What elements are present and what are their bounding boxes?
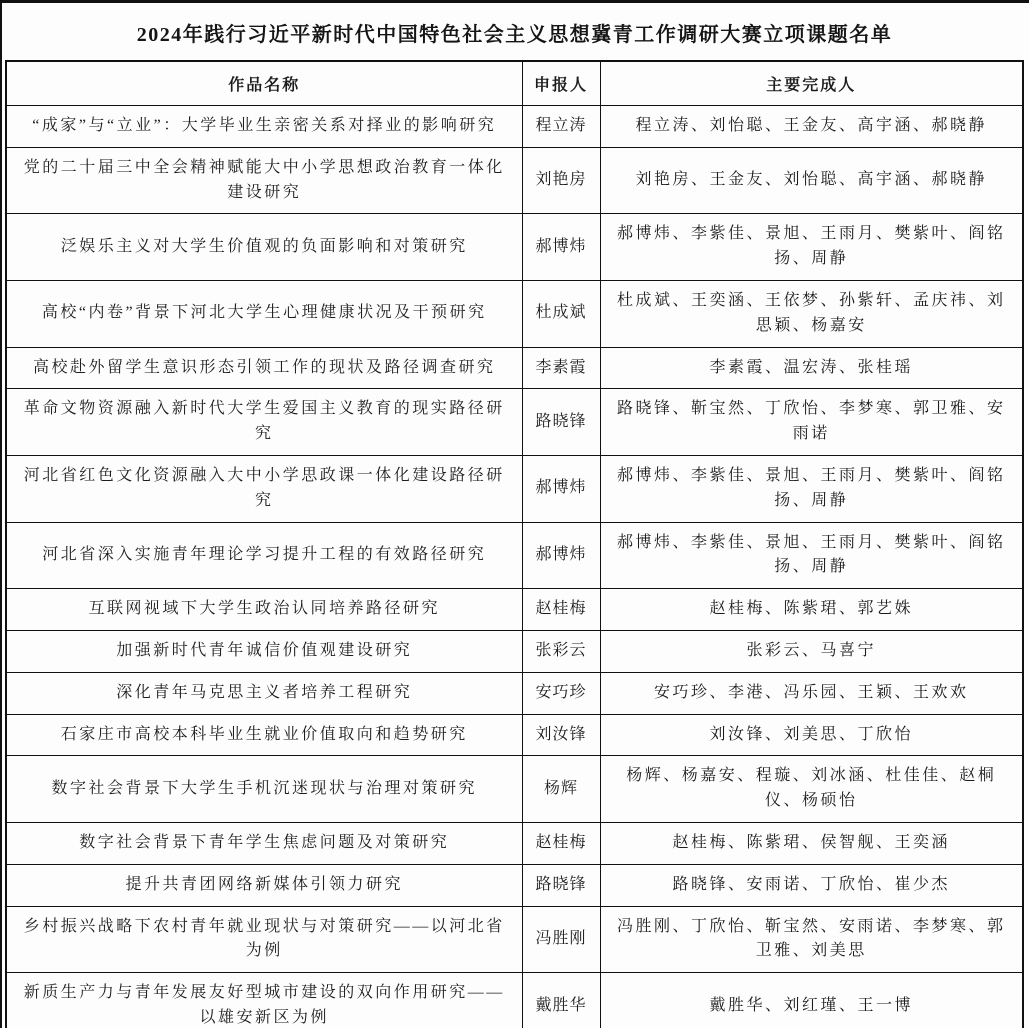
projects-table bbox=[5, 60, 1024, 1028]
column-header-work-title: 作品名称 bbox=[6, 61, 522, 106]
column-header-contributors: 主要完成人 bbox=[600, 61, 1023, 106]
table-row bbox=[6, 214, 1023, 281]
work-title-cell: “成家”与“立业”：大学毕业生亲密关系对择业的影响研究 bbox=[6, 106, 522, 148]
applicant-cell: 赵桂梅 bbox=[522, 822, 600, 864]
contributors-cell: 杨辉、杨嘉安、程璇、刘冰涵、杜佳佳、赵桐仪、杨硕怡 bbox=[600, 756, 1023, 823]
table-row bbox=[6, 756, 1023, 823]
contributors-cell: 郝博炜、李紫佳、景旭、王雨月、樊紫叶、阎铭扬、周静 bbox=[600, 455, 1023, 522]
work-title-cell: 河北省深入实施青年理论学习提升工程的有效路径研究 bbox=[6, 522, 522, 589]
work-title-cell: 乡村振兴战略下农村青年就业现状与对策研究——以河北省为例 bbox=[6, 906, 522, 973]
applicant-cell: 刘艳房 bbox=[522, 147, 600, 214]
work-title-cell: 新质生产力与青年发展友好型城市建设的双向作用研究——以雄安新区为例 bbox=[6, 973, 522, 1028]
applicant-cell: 张彩云 bbox=[522, 630, 600, 672]
table-row bbox=[6, 455, 1023, 522]
contributors-cell: 程立涛、刘怡聪、王金友、高宇涵、郝晓静 bbox=[600, 106, 1023, 148]
work-title-cell: 河北省红色文化资源融入大中小学思政课一体化建设路径研究 bbox=[6, 455, 522, 522]
work-title-cell: 高校“内卷”背景下河北大学生心理健康状况及干预研究 bbox=[6, 280, 522, 347]
contributors-cell: 路晓锋、靳宝然、丁欣怡、李梦寒、郭卫雅、安雨诺 bbox=[600, 389, 1023, 456]
contributors-cell: 赵桂梅、陈紫珺、郭艺姝 bbox=[600, 589, 1023, 631]
work-title-cell: 泛娱乐主义对大学生价值观的负面影响和对策研究 bbox=[6, 214, 522, 281]
table-row bbox=[6, 906, 1023, 973]
applicant-cell: 郝博炜 bbox=[522, 214, 600, 281]
contributors-cell: 刘艳房、王金友、刘怡聪、高宇涵、郝晓静 bbox=[600, 147, 1023, 214]
applicant-cell: 杨辉 bbox=[522, 756, 600, 823]
contributors-cell: 郝博炜、李紫佳、景旭、王雨月、樊紫叶、阎铭扬、周静 bbox=[600, 522, 1023, 589]
contributors-cell: 路晓锋、安雨诺、丁欣怡、崔少杰 bbox=[600, 864, 1023, 906]
table-row bbox=[6, 147, 1023, 214]
applicant-cell: 李素霞 bbox=[522, 347, 600, 389]
applicant-cell: 安巧珍 bbox=[522, 672, 600, 714]
table-row bbox=[6, 714, 1023, 756]
contributors-cell: 郝博炜、李紫佳、景旭、王雨月、樊紫叶、阎铭扬、周静 bbox=[600, 214, 1023, 281]
table-row bbox=[6, 630, 1023, 672]
work-title-cell: 数字社会背景下大学生手机沉迷现状与治理对策研究 bbox=[6, 756, 522, 823]
applicant-cell: 郝博炜 bbox=[522, 455, 600, 522]
applicant-cell: 路晓锋 bbox=[522, 389, 600, 456]
applicant-cell: 程立涛 bbox=[522, 106, 600, 148]
contributors-cell: 李素霞、温宏涛、张桂瑶 bbox=[600, 347, 1023, 389]
work-title-cell: 互联网视域下大学生政治认同培养路径研究 bbox=[6, 589, 522, 631]
work-title-cell: 数字社会背景下青年学生焦虑问题及对策研究 bbox=[6, 822, 522, 864]
work-title-cell: 加强新时代青年诚信价值观建设研究 bbox=[6, 630, 522, 672]
table-row bbox=[6, 522, 1023, 589]
applicant-cell: 戴胜华 bbox=[522, 973, 600, 1028]
work-title-cell: 高校赴外留学生意识形态引领工作的现状及路径调查研究 bbox=[6, 347, 522, 389]
table-body bbox=[6, 106, 1023, 1028]
applicant-cell: 路晓锋 bbox=[522, 864, 600, 906]
column-header-applicant: 申报人 bbox=[522, 61, 600, 106]
work-title-cell: 深化青年马克思主义者培养工程研究 bbox=[6, 672, 522, 714]
contributors-cell: 安巧珍、李港、冯乐园、王颖、王欢欢 bbox=[600, 672, 1023, 714]
work-title-cell: 提升共青团网络新媒体引领力研究 bbox=[6, 864, 522, 906]
applicant-cell: 杜成斌 bbox=[522, 280, 600, 347]
applicant-cell: 刘汝锋 bbox=[522, 714, 600, 756]
contributors-cell: 刘汝锋、刘美思、丁欣怡 bbox=[600, 714, 1023, 756]
table-row bbox=[6, 973, 1023, 1028]
contributors-cell: 戴胜华、刘红瑾、王一博 bbox=[600, 973, 1023, 1028]
contributors-cell: 赵桂梅、陈紫珺、侯智舰、王奕涵 bbox=[600, 822, 1023, 864]
applicant-cell: 郝博炜 bbox=[522, 522, 600, 589]
table-row bbox=[6, 389, 1023, 456]
table-row bbox=[6, 106, 1023, 148]
work-title-cell: 革命文物资源融入新时代大学生爱国主义教育的现实路径研究 bbox=[6, 389, 522, 456]
table-header-row bbox=[6, 61, 1023, 106]
table-row bbox=[6, 864, 1023, 906]
table-row bbox=[6, 822, 1023, 864]
table-row bbox=[6, 280, 1023, 347]
table-row bbox=[6, 589, 1023, 631]
applicant-cell: 赵桂梅 bbox=[522, 589, 600, 631]
contributors-cell: 杜成斌、王奕涵、王依梦、孙紫轩、孟庆祎、刘思颖、杨嘉安 bbox=[600, 280, 1023, 347]
contributors-cell: 张彩云、马喜宁 bbox=[600, 630, 1023, 672]
applicant-cell: 冯胜刚 bbox=[522, 906, 600, 973]
work-title-cell: 党的二十届三中全会精神赋能大中小学思想政治教育一体化建设研究 bbox=[6, 147, 522, 214]
contributors-cell: 冯胜刚、丁欣怡、靳宝然、安雨诺、李梦寒、郭卫雅、刘美思 bbox=[600, 906, 1023, 973]
table-row bbox=[6, 347, 1023, 389]
work-title-cell: 石家庄市高校本科毕业生就业价值取向和趋势研究 bbox=[6, 714, 522, 756]
page-title: 2024年践行习近平新时代中国特色社会主义思想冀青工作调研大赛立项课题名单 bbox=[136, 24, 893, 46]
table-row bbox=[6, 672, 1023, 714]
